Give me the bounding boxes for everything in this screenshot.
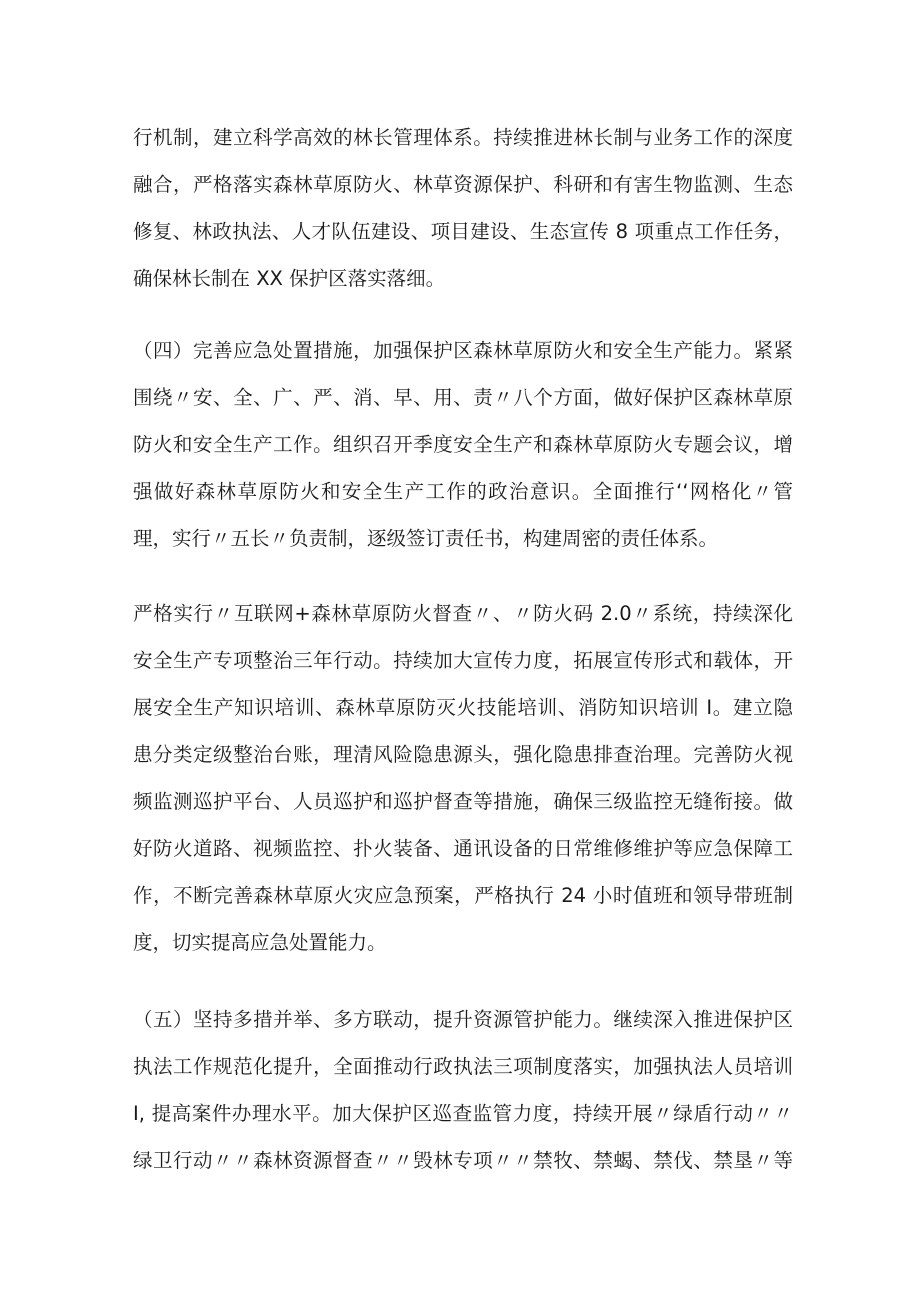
text-line: 患分类定级整治台账，理清风险隐患源头，强化隐患排查治理。完善防火视 (133, 743, 793, 766)
text-line: 防火和安全生产工作。组织召开季度安全生产和森林草原防火专题会议，增 (133, 433, 793, 456)
text-line: 度，切实提高应急处置能力。 (133, 931, 387, 954)
text-line: 执法工作规范化提升，全面推动行政执法三项制度落实，加强执法人员培训 (133, 1055, 793, 1078)
text-line: 理，实行〃五长〃负责制，逐级签订责任书，构建周密的责任体系。 (133, 527, 719, 550)
paragraph-section-five (133, 996, 793, 1184)
text-line: 作，不断完善森林草原火灾应急预案，严格执行 24 小时值班和领导带班制 (133, 884, 793, 907)
text-line: （四）完善应急处置措施，加强保护区森林草原防火和安全生产能力。紧紧 (133, 339, 793, 362)
text-line: I, 提高案件办理水平。加大保护区巡查监管力度，持续开展〃绿盾行动〃〃 (133, 1102, 793, 1125)
text-line: 绿卫行动〃〃森林资源督查〃〃毁林专项〃〃禁牧、禁蝎、禁伐、禁垦〃等 (133, 1149, 793, 1172)
text-line: 确保林长制在 XX 保护区落实落细。 (133, 267, 446, 290)
text-line: 安全生产专项整治三年行动。持续加大宣传力度，拓展宣传形式和载体，开 (133, 649, 793, 672)
text-line: 融合，严格落实森林草原防火、林草资源保护、科研和有害生物监测、生态 (133, 173, 793, 196)
text-line: （五）坚持多措并举、多方联动，提升资源管护能力。继续深入推进保护区 (133, 1008, 793, 1031)
text-line: 好防火道路、视频监控、扑火装备、通讯设备的日常维修维护等应急保障工 (133, 837, 793, 860)
text-line: 频监测巡护平台、人员巡护和巡护督查等措施，确保三级监控无缝衔接。做 (133, 790, 793, 813)
text-line: 严格实行〃互联网+森林草原防火督查〃、〃防火码 2.0〃系统，持续深化 (133, 602, 793, 625)
text-line: 行机制，建立科学高效的林长管理体系。持续推进林长制与业务工作的深度 (133, 126, 793, 149)
text-line: 围绕〃安、全、广、严、消、早、用、责〃八个方面，做好保护区森林草原 (133, 386, 793, 409)
text-line: 展安全生产知识培训、森林草原防灭火技能培训、消防知识培训 I。建立隐 (133, 696, 793, 719)
paragraph-forest-chief-system (133, 114, 793, 302)
text-line: 修复、林政执法、人才队伍建设、项目建设、生态宣传 8 项重点工作任务， (133, 220, 793, 243)
paragraph-section-four (133, 327, 793, 562)
text-line: 强做好森林草原防火和安全生产工作的政治意识。全面推行‘‘网格化〃管 (133, 480, 793, 503)
paragraph-fire-prevention-measures (133, 590, 793, 966)
